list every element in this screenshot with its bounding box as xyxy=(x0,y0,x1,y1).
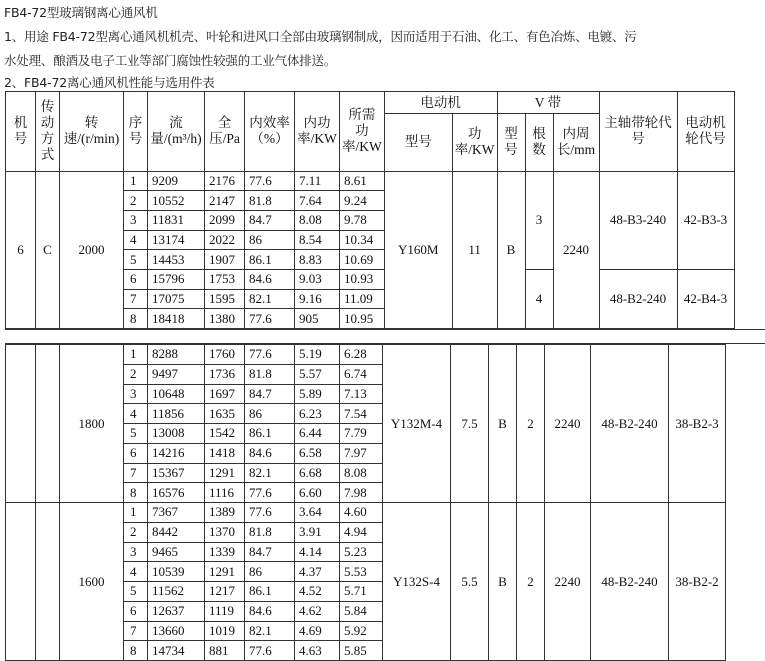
cell-seq: 2 xyxy=(124,364,148,384)
cell-pressure: 1291 xyxy=(205,463,245,483)
cell-flow: 12637 xyxy=(148,601,205,621)
cell-internal-power: 8.83 xyxy=(295,250,340,270)
cell-internal-power: 6.58 xyxy=(295,443,340,463)
cell-flow: 16576 xyxy=(148,483,205,503)
cell-internal-power: 905 xyxy=(295,309,340,329)
cell-internal-power: 4.62 xyxy=(295,601,340,621)
cell-seq: 8 xyxy=(124,641,148,661)
cell-required-power: 10.69 xyxy=(340,250,385,270)
cell-seq: 6 xyxy=(124,601,148,621)
cell-internal-power: 5.19 xyxy=(295,345,340,365)
cell-internal-power: 5.89 xyxy=(295,384,340,404)
cell-belt-type: B xyxy=(489,345,517,503)
cell-belt-length: 2240 xyxy=(553,171,599,328)
cell-flow: 7367 xyxy=(148,503,205,523)
cell-flow: 11831 xyxy=(148,210,205,230)
header-belt-type: 型号 xyxy=(497,114,525,171)
cell-required-power: 5.71 xyxy=(340,582,383,602)
cell-seq: 4 xyxy=(124,230,148,250)
cell-flow: 14453 xyxy=(148,250,205,270)
cell-flow: 10552 xyxy=(148,191,205,211)
purpose-paragraph-line2: 水处理、酿酒及电子工业等部门腐蚀性较强的工业气体排送。 xyxy=(4,53,337,68)
header-spindle-pulley: 主轴带轮代号 xyxy=(599,92,677,172)
cell-internal-power: 7.11 xyxy=(295,171,340,191)
cell-pressure: 1753 xyxy=(205,269,245,289)
cell-efficiency: 84.7 xyxy=(245,210,295,230)
cell-seq: 7 xyxy=(124,463,148,483)
cell-machine-no xyxy=(6,503,36,661)
cell-seq: 3 xyxy=(124,542,148,562)
cell-belt-type: B xyxy=(497,171,525,328)
cell-efficiency: 77.6 xyxy=(245,345,295,365)
cell-seq: 5 xyxy=(124,424,148,444)
cell-pressure: 1760 xyxy=(205,345,245,365)
cell-internal-power: 5.57 xyxy=(295,364,340,384)
cell-required-power: 9.24 xyxy=(340,191,385,211)
cell-efficiency: 82.1 xyxy=(245,463,295,483)
cell-speed: 2000 xyxy=(60,171,124,328)
cell-internal-power: 6.23 xyxy=(295,404,340,424)
cell-efficiency: 86.1 xyxy=(245,424,295,444)
cell-belt-type: B xyxy=(489,503,517,661)
cell-flow: 14216 xyxy=(148,443,205,463)
cell-seq: 5 xyxy=(124,582,148,602)
cell-flow: 15796 xyxy=(148,269,205,289)
header-flow: 流量/(m³/h) xyxy=(148,92,205,172)
cell-flow: 8288 xyxy=(148,345,205,365)
cell-pressure: 2099 xyxy=(205,210,245,230)
cell-flow: 11562 xyxy=(148,582,205,602)
cell-motor-model: Y160M xyxy=(384,171,452,328)
doc-title: FB4-72型玻璃钢离心通风机 xyxy=(4,5,158,20)
cell-seq: 7 xyxy=(124,289,148,309)
cell-internal-power: 4.52 xyxy=(295,582,340,602)
cell-internal-power: 3.64 xyxy=(295,503,340,523)
cell-internal-power: 6.68 xyxy=(295,463,340,483)
cell-required-power: 5.23 xyxy=(340,542,383,562)
cell-seq: 1 xyxy=(124,345,148,365)
cell-internal-power: 8.08 xyxy=(295,210,340,230)
cell-flow: 13660 xyxy=(148,621,205,641)
header-internal-efficiency: 内效率（%） xyxy=(245,92,295,172)
cell-pressure: 1380 xyxy=(205,309,245,329)
cell-efficiency: 81.8 xyxy=(245,364,295,384)
cell-drive-type xyxy=(36,345,60,503)
cell-seq: 6 xyxy=(124,269,148,289)
cell-required-power: 10.93 xyxy=(340,269,385,289)
cell-efficiency: 82.1 xyxy=(245,621,295,641)
cell-efficiency: 77.6 xyxy=(245,483,295,503)
cell-required-power: 6.28 xyxy=(340,345,383,365)
cell-required-power: 4.94 xyxy=(340,522,383,542)
cell-seq: 3 xyxy=(124,384,148,404)
cell-required-power: 7.79 xyxy=(340,424,383,444)
header-pressure: 全压/Pa xyxy=(205,92,245,172)
cell-pressure: 1389 xyxy=(205,503,245,523)
cell-required-power: 7.97 xyxy=(340,443,383,463)
cell-pressure: 1635 xyxy=(205,404,245,424)
cell-drive-type: C xyxy=(36,171,60,328)
cell-required-power: 7.13 xyxy=(340,384,383,404)
cell-efficiency: 86 xyxy=(245,230,295,250)
cell-spindle-pulley: 48-B2-240 xyxy=(591,345,669,503)
cell-required-power: 8.61 xyxy=(340,171,385,191)
cell-seq: 8 xyxy=(124,483,148,503)
cell-efficiency: 81.8 xyxy=(245,191,295,211)
cell-internal-power: 6.44 xyxy=(295,424,340,444)
cell-pressure: 2022 xyxy=(205,230,245,250)
cell-efficiency: 77.6 xyxy=(245,309,295,329)
cell-motor-model: Y132S-4 xyxy=(383,503,451,661)
cell-flow: 8442 xyxy=(148,522,205,542)
header-speed: 转速/(r/min) xyxy=(60,92,124,172)
purpose-paragraph-line1: 1、用途 FB4-72型离心通风机机壳、叶轮和进风口全部由玻璃钢制成，因而适用于石油、化工、有色冶炼、电镀、污 xyxy=(4,29,637,44)
cell-seq: 2 xyxy=(124,522,148,542)
cell-internal-power: 9.03 xyxy=(295,269,340,289)
cell-flow: 9209 xyxy=(148,171,205,191)
cell-pressure: 1907 xyxy=(205,250,245,270)
header-seq: 序号 xyxy=(124,92,148,172)
table-row xyxy=(6,345,726,365)
cell-required-power: 4.60 xyxy=(340,503,383,523)
cell-efficiency: 84.7 xyxy=(245,542,295,562)
header-belt-length: 内周长/mm xyxy=(553,114,599,171)
cell-belt-count: 2 xyxy=(517,345,545,503)
cell-flow: 10539 xyxy=(148,562,205,582)
cell-efficiency: 77.6 xyxy=(245,171,295,191)
header-required-power: 所需功率/KW xyxy=(340,92,385,172)
cell-belt-count: 4 xyxy=(525,269,553,328)
cell-internal-power: 4.14 xyxy=(295,542,340,562)
cell-pressure: 1595 xyxy=(205,289,245,309)
cell-pressure: 1370 xyxy=(205,522,245,542)
cell-belt-length: 2240 xyxy=(545,503,591,661)
cell-spindle-pulley: 48-B2-240 xyxy=(599,269,677,328)
cell-flow: 15367 xyxy=(148,463,205,483)
cell-efficiency: 77.6 xyxy=(245,503,295,523)
cell-seq: 7 xyxy=(124,621,148,641)
cell-pressure: 1339 xyxy=(205,542,245,562)
cell-pressure: 1542 xyxy=(205,424,245,444)
cell-pressure: 1291 xyxy=(205,562,245,582)
cell-efficiency: 86.1 xyxy=(245,582,295,602)
cell-efficiency: 86.1 xyxy=(245,250,295,270)
section-heading: 2、FB4-72离心通风机性能与选用件表 xyxy=(4,75,215,90)
cell-efficiency: 82.1 xyxy=(245,289,295,309)
header-internal-power: 内功率/KW xyxy=(295,92,340,172)
performance-table-1800-1600rpm xyxy=(5,344,726,661)
cell-seq: 1 xyxy=(124,171,148,191)
cell-seq: 3 xyxy=(124,210,148,230)
cell-efficiency: 86 xyxy=(245,404,295,424)
cell-internal-power: 4.63 xyxy=(295,641,340,661)
cell-motor-power: 7.5 xyxy=(451,345,489,503)
cell-required-power: 10.34 xyxy=(340,230,385,250)
cell-efficiency: 84.6 xyxy=(245,269,295,289)
cell-efficiency: 81.8 xyxy=(245,522,295,542)
header-motor-pulley: 电动机轮代号 xyxy=(677,92,734,172)
cell-required-power: 6.74 xyxy=(340,364,383,384)
cell-flow: 13174 xyxy=(148,230,205,250)
table-separator xyxy=(5,329,765,344)
cell-spindle-pulley: 48-B2-240 xyxy=(591,503,669,661)
cell-internal-power: 7.64 xyxy=(295,191,340,211)
cell-pressure: 1116 xyxy=(205,483,245,503)
cell-belt-count: 2 xyxy=(517,503,545,661)
cell-pressure: 1019 xyxy=(205,621,245,641)
cell-flow: 13008 xyxy=(148,424,205,444)
cell-required-power: 5.84 xyxy=(340,601,383,621)
header-motor-model: 型号 xyxy=(384,114,452,171)
cell-pressure: 2176 xyxy=(205,171,245,191)
cell-motor-power: 11 xyxy=(452,171,497,328)
cell-required-power: 5.53 xyxy=(340,562,383,582)
header-v-belt: V 带 xyxy=(497,92,599,114)
cell-internal-power: 8.54 xyxy=(295,230,340,250)
table-row xyxy=(6,503,726,523)
cell-flow: 9465 xyxy=(148,542,205,562)
cell-pressure: 1119 xyxy=(205,601,245,621)
cell-internal-power: 9.16 xyxy=(295,289,340,309)
header-belt-count: 根数 xyxy=(525,114,553,171)
cell-efficiency: 84.7 xyxy=(245,384,295,404)
table-row xyxy=(6,171,735,191)
cell-flow: 18418 xyxy=(148,309,205,329)
cell-efficiency: 86 xyxy=(245,562,295,582)
cell-flow: 9497 xyxy=(148,364,205,384)
cell-motor-pulley: 42-B3-3 xyxy=(677,171,734,269)
cell-speed: 1800 xyxy=(60,345,124,503)
cell-pressure: 1418 xyxy=(205,443,245,463)
cell-seq: 5 xyxy=(124,250,148,270)
cell-drive-type xyxy=(36,503,60,661)
cell-seq: 4 xyxy=(124,404,148,424)
cell-internal-power: 3.91 xyxy=(295,522,340,542)
cell-internal-power: 4.37 xyxy=(295,562,340,582)
cell-motor-pulley: 38-B2-3 xyxy=(669,345,726,503)
cell-speed: 1600 xyxy=(60,503,124,661)
cell-required-power: 7.98 xyxy=(340,483,383,503)
cell-seq: 8 xyxy=(124,309,148,329)
cell-motor-pulley: 38-B2-2 xyxy=(669,503,726,661)
cell-required-power: 5.92 xyxy=(340,621,383,641)
cell-motor-model: Y132M-4 xyxy=(383,345,451,503)
cell-pressure: 2147 xyxy=(205,191,245,211)
cell-required-power: 5.85 xyxy=(340,641,383,661)
cell-flow: 17075 xyxy=(148,289,205,309)
header-motor: 电动机 xyxy=(384,92,497,114)
cell-motor-power: 5.5 xyxy=(451,503,489,661)
cell-spindle-pulley: 48-B3-240 xyxy=(599,171,677,269)
cell-seq: 6 xyxy=(124,443,148,463)
cell-seq: 1 xyxy=(124,503,148,523)
performance-table-2000rpm xyxy=(5,91,735,329)
cell-seq: 4 xyxy=(124,562,148,582)
cell-required-power: 9.78 xyxy=(340,210,385,230)
cell-efficiency: 84.6 xyxy=(245,443,295,463)
cell-required-power: 7.54 xyxy=(340,404,383,424)
cell-belt-length: 2240 xyxy=(545,345,591,503)
header-motor-power: 功率/KW xyxy=(452,114,497,171)
header-machine-no: 机号 xyxy=(6,92,36,172)
cell-pressure: 881 xyxy=(205,641,245,661)
cell-seq: 2 xyxy=(124,191,148,211)
cell-pressure: 1736 xyxy=(205,364,245,384)
cell-pressure: 1697 xyxy=(205,384,245,404)
cell-machine-no xyxy=(6,345,36,503)
cell-pressure: 1217 xyxy=(205,582,245,602)
cell-belt-count: 3 xyxy=(525,171,553,269)
cell-motor-pulley: 42-B4-3 xyxy=(677,269,734,328)
header-drive-type: 传动方式 xyxy=(36,92,60,172)
cell-required-power: 11.09 xyxy=(340,289,385,309)
cell-required-power: 8.08 xyxy=(340,463,383,483)
cell-efficiency: 84.6 xyxy=(245,601,295,621)
cell-efficiency: 77.6 xyxy=(245,641,295,661)
cell-internal-power: 6.60 xyxy=(295,483,340,503)
cell-required-power: 10.95 xyxy=(340,309,385,329)
cell-internal-power: 4.69 xyxy=(295,621,340,641)
cell-flow: 14734 xyxy=(148,641,205,661)
cell-machine-no: 6 xyxy=(6,171,36,328)
cell-flow: 11856 xyxy=(148,404,205,424)
cell-flow: 10648 xyxy=(148,384,205,404)
